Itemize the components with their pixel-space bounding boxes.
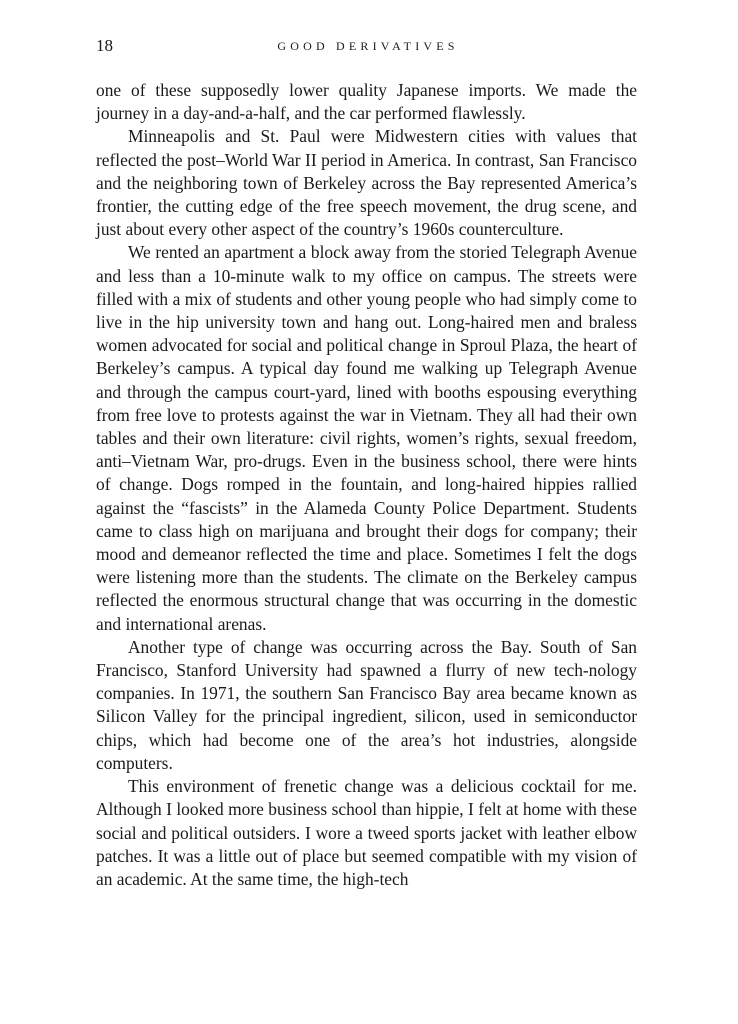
running-header	[96, 36, 640, 58]
page-number: 18	[96, 36, 113, 55]
running-title: GOOD DERIVATIVES	[277, 39, 459, 53]
paragraph: We rented an apartment a block away from the storied Telegraph Avenue and less than a 10-minute walk to my office on campus. The streets were filled with a mix of students and other young people who had simply come to live in the hip university town and hang out. Long-haired men and braless women advocated for social and political change in Sproul Plaza, the heart of Berkeley’s campus. A typical day found me walking up Telegraph Avenue and through the campus court-yard, lined with booths espousing everything from free love to protests against the war in Vietnam. They all had their own tables and their own literature: civil rights, women’s rights, sexual freedom, anti–Vietnam War, pro-drugs. Even in the business school, there were hints of change. Dogs romped in the fountain, and long-haired hippies rallied against the “fascists” in the Alameda County Police Department. Students came to class high on marijuana and brought their dogs for company; their mood and demeanor reflected the time and place. Sometimes I felt the dogs were listening more than the students. The climate on the Berkeley campus reflected the enormous structural change that was occurring in the domestic and international arenas.	[96, 242, 637, 634]
body-text	[96, 79, 637, 891]
paragraph-last: This environment of frenetic change was a delicious cocktail for me. Although I looked more business school than hippie, I felt at home with these social and political outsiders. I wore a tweed sports jacket with leather elbow patches. It was a little out of place but seemed compatible with my vision of an academic. At the same time, the high-tech	[96, 776, 637, 889]
paragraph: Another type of change was occurring across the Bay. South of San Francisco, Stanford University had spawned a flurry of new tech-nology companies. In 1971, the southern San Francisco Bay area became known as Silicon Valley for the principal ingredient, silicon, used in semiconductor chips, which had become one of the area’s hot industries, alongside computers.	[96, 636, 637, 773]
paragraph-continued: one of these supposedly lower quality Japanese imports. We made the journey in a day-and-a-half, and the car performed flawlessly.	[96, 80, 637, 124]
paragraph: Minneapolis and St. Paul were Midwestern cities with values that reflected the post–World War II period in America. In contrast, San Francisco and the neighboring town of Berkeley across the Bay represented America’s frontier, the cutting edge of the free speech movement, the drug scene, and just about every other aspect of the country’s 1960s counterculture.	[96, 126, 637, 240]
